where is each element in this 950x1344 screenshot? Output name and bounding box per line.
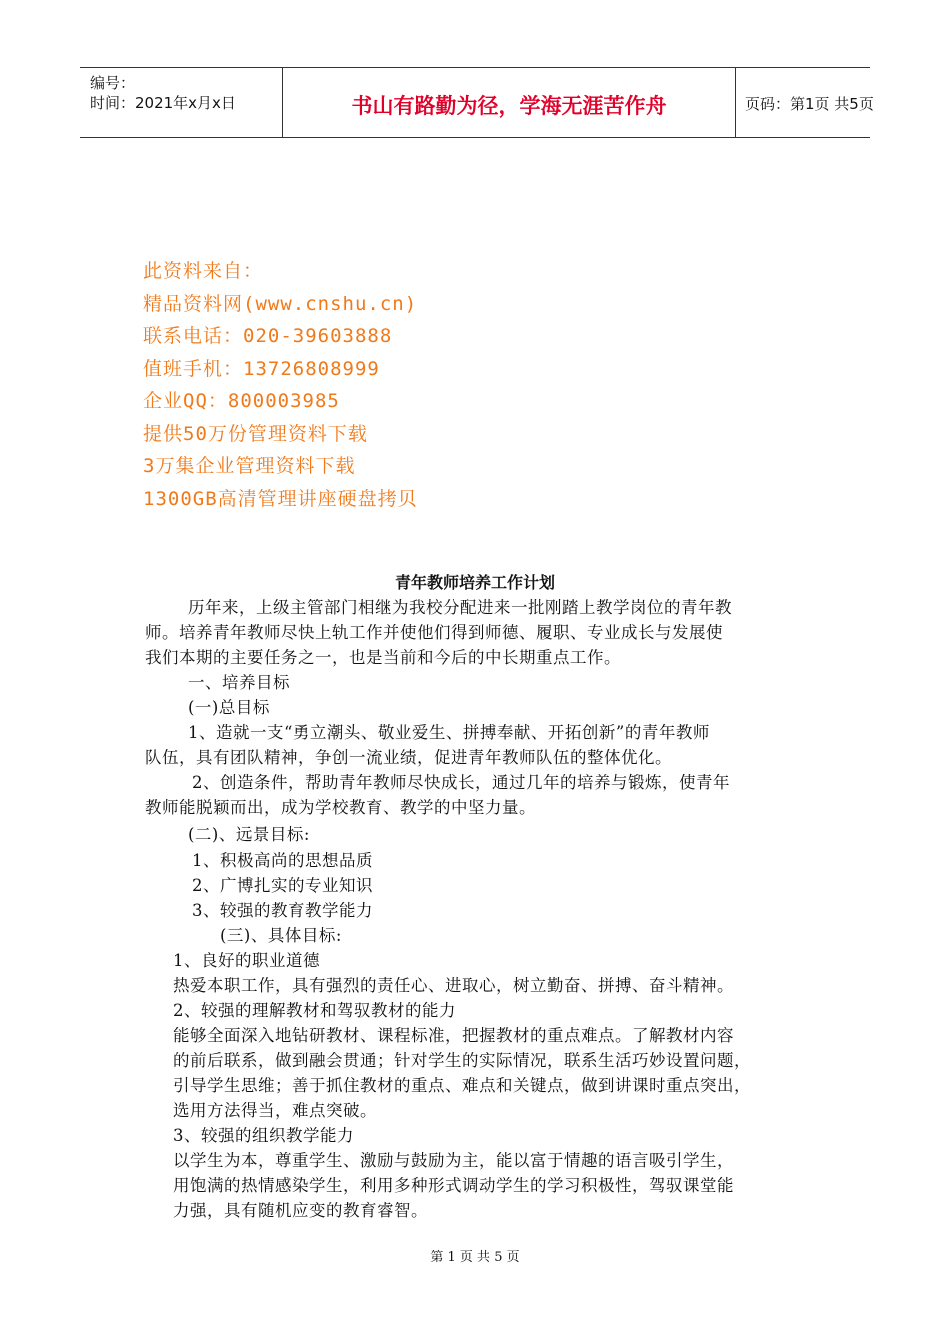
header-table [80,67,874,138]
promo-line: 提供50万份管理资料下载 [143,422,368,445]
page-footer: 第 1 页 共 5 页 [430,1250,520,1265]
body-line: 3、较强的组织教学能力 [173,1126,354,1145]
body-line: 用饱满的热情感染学生，利用多种形式调动学生的学习积极性，驾驭课堂能 [173,1176,734,1195]
body-line: 2、较强的理解教材和驾驭教材的能力 [173,1001,456,1020]
promo-block [143,255,418,515]
body-line: 历年来，上级主管部门相继为我校分配进来一批刚踏上教学岗位的青年教 [188,598,732,617]
number-label: 编号： [90,74,136,92]
body-line: (三)、具体目标: [220,926,342,945]
body-line: 1、良好的职业道德 [173,951,320,970]
body-line: 2、创造条件，帮助青年教师尽快成长，通过几年的培养与锻炼，使青年 [192,773,730,792]
page-label: 页码：第1页 共5页 [745,95,874,113]
body-line: 3、较强的教育教学能力 [192,901,373,920]
promo-line: 1300GB高清管理讲座硬盘拷贝 [143,487,418,510]
body-line: 1、积极高尚的思想品质 [192,851,373,870]
body-line: 1、造就一支“勇立潮头、敬业爱生、拼搏奉献、开拓创新”的青年教师 [188,723,710,742]
promo-line: 值班手机：13726808999 [143,357,380,380]
document-title: 青年教师培养工作计划 [394,573,555,592]
body-line: 队伍，具有团队精神，争创一流业绩，促进青年教师队伍的整体优化。 [145,748,672,767]
body-line: (二)、远景目标: [188,825,310,844]
body-line: 我们本期的主要任务之一，也是当前和今后的中长期重点工作。 [145,648,621,667]
body-line: 2、广博扎实的专业知识 [192,876,373,895]
body-line: (一)总目标 [188,698,270,717]
promo-line: 联系电话：020-39603888 [143,325,393,347]
body-line: 选用方法得当，难点突破。 [173,1101,377,1120]
header-meta-cell [80,68,282,137]
header-motto-cell [282,68,736,137]
body-line: 以学生为本，尊重学生、激励与鼓励为主，能以富于情趣的语言吸引学生， [173,1151,734,1170]
motto: 书山有路勤为径，学海无涯苦作舟 [351,94,667,118]
header-page-cell [735,68,874,137]
promo-line: 企业QQ：800003985 [143,390,340,412]
body-line: 一、培养目标 [188,673,290,692]
promo-line: 此资料来自： [143,260,264,282]
body-line: 力强，具有随机应变的教育睿智。 [173,1201,428,1220]
body-line: 能够全面深入地钻研教材、课程标准，把握教材的重点难点。了解教材内容 [173,1026,734,1045]
body-line: 教师能脱颖而出，成为学校教育、教学的中坚力量。 [145,798,536,817]
body-line: 师。培养青年教师尽快上轨工作并使他们得到师德、履职、专业成长与发展使 [145,623,723,642]
promo-line: 3万集企业管理资料下载 [143,455,356,477]
date-label: 时间：2021年x月x日 [90,94,236,112]
body-line: 引导学生思维；善于抓住教材的重点、难点和关键点，做到讲课时重点突出， [173,1076,751,1095]
body-line: 热爱本职工作，具有强烈的责任心、进取心，树立勤奋、拼搏、奋斗精神。 [173,976,734,995]
body-line: 的前后联系，做到融会贯通；针对学生的实际情况，联系生活巧妙设置问题， [173,1051,751,1070]
promo-line: 精品资料网(www.cnshu.cn) [143,292,418,315]
